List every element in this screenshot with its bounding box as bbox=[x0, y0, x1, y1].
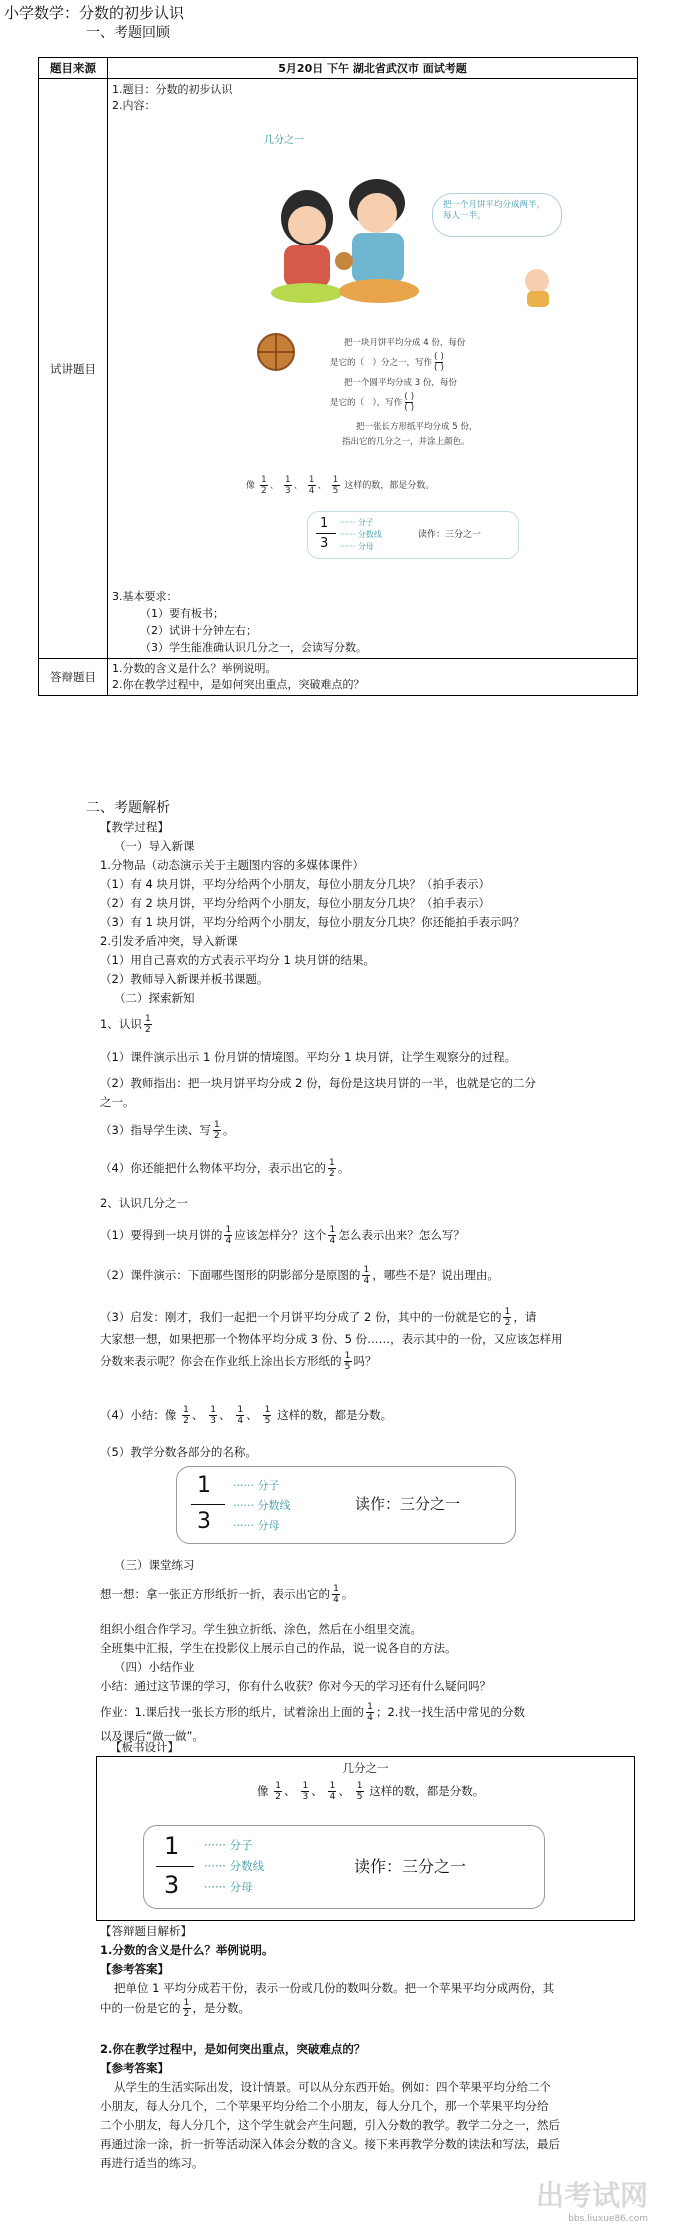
da-a2-5: 再进行适当的练习。 bbox=[100, 2156, 204, 2170]
tp-s2-1-line: 1、认识 $\frac{1}{2}$ bbox=[100, 1014, 151, 1035]
defense-analysis bbox=[100, 1922, 630, 2019]
section-heading-analysis: 二、考题解析 bbox=[86, 800, 170, 816]
page-title: 小学数学：分数的初步认识 bbox=[4, 4, 185, 22]
item-topic: 1.题目：分数的初步认识 bbox=[112, 83, 233, 96]
children-illustration bbox=[252, 163, 442, 313]
teaching-process bbox=[100, 818, 630, 1008]
da-q2: 2.你在教学过程中，是如何突出重点，突破难点的？ bbox=[100, 2042, 366, 2056]
req-title: 3.基本要求： bbox=[112, 590, 178, 603]
lecture-label: 试讲题目 bbox=[39, 79, 108, 659]
illus-name-box: 1 3 ······ 分子 ······ 分数线 ······ 分母 读作：三分之一 bbox=[307, 511, 519, 559]
req-3: （3）学生能准确认识几分之一，会读写分数。 bbox=[140, 641, 367, 654]
illus-line3a: 把一张长方形纸平均分成 5 份， bbox=[356, 422, 478, 432]
tp-s3-1: 想一想：拿一张正方形纸折一折，表示出它的 $\frac{1}{4}$ 。 bbox=[100, 1584, 354, 1605]
tp-s1-2: 2.引发矛盾冲突，导入新课 bbox=[100, 934, 238, 948]
tp-s1-2a: （1）用自己喜欢的方式表示平均分 1 块月饼的结果。 bbox=[100, 953, 375, 967]
watermark: 出考试网 bbs.liuxue86.com bbox=[535, 2179, 648, 2224]
tp-s2-1c: （3）指导学生读、写 $\frac{1}{2}$ 。 bbox=[100, 1120, 235, 1141]
da-ref2: 【参考答案】 bbox=[100, 2061, 169, 2075]
fraction-parts-diagram: 1 3 ······ 分子 ······ 分数线 ······ 分母 读作：三分之一 bbox=[176, 1466, 516, 1544]
tp-s2-1d: （4）你还能把什么物体平均分，表示出它的 $\frac{1}{2}$ 。 bbox=[100, 1158, 350, 1179]
tp-s2-2c: （3）启发：刚才，我们一起把一个月饼平均分成了 2 份，其中的一份就是它的 $\frac{1}{2}$ ，请 大家想一想，如果把那一个物体平均分成 3 份、5 份……，表示其中的一份，又应该怎样用 分数来表示呢？你会在作业纸上涂出长方形纸的 $\frac{1}{5}$ 吗？ bbox=[100, 1307, 563, 1372]
tp-s1-1b: （2）有 2 块月饼，平均分给两个小朋友，每位小朋友分几块？（拍手表示） bbox=[100, 896, 490, 910]
tp-s3-rest: 组织小组合作学习。学生独立折纸、涂色，然后在小组里交流。 全班集中汇报，学生在投影仪上展示自己的作品，说一说各自的方法。 （四）小结作业 小结：通过这节课的学习，你有什么收获？你对今天的学习还有什么疑问吗？ bbox=[100, 1622, 491, 1693]
tp-s1-1c: （3）有 1 块月饼，平均分给两个小朋友，每位小朋友分几块？你还能拍手表示吗？ bbox=[100, 915, 525, 929]
defense-q2: 2.你在教学过程中，是如何突出重点，突破难点的？ bbox=[112, 678, 365, 691]
tp-s2-1b: （2）教师指出：把一块月饼平均分成 2 份，每份是这块月饼的一半，也就是它的二分 之一。 bbox=[100, 1076, 536, 1109]
da-title: 【答辩题目解析】 bbox=[100, 1924, 192, 1938]
illus-line2b: 是它的（ ），写作 $\frac{( )}{( )}$ bbox=[330, 392, 415, 413]
da-ref1: 【参考答案】 bbox=[100, 1962, 169, 1976]
da-a2-2: 小朋友，每人分几个，二个苹果平均分给二个小朋友，每人分几个，那一个苹果平均分给 bbox=[100, 2099, 549, 2113]
illus-line1b: 是它的（ ）分之一，写作 $\frac{( )}{( )}$ bbox=[330, 352, 444, 373]
da-a2-3: 二个小朋友，每人分几个，这个学生就会产生问题，引入分数的教学。教学二分之一，然后 bbox=[100, 2118, 560, 2132]
small-child-icon bbox=[517, 261, 567, 311]
tp-s1: （一）导入新课 bbox=[114, 839, 195, 853]
exam-info-table bbox=[38, 57, 638, 696]
source-label: 题目来源 bbox=[39, 58, 108, 79]
tp-s1-1: 1.分物品（动态演示关于主题图内容的多媒体课件） bbox=[100, 858, 364, 872]
defense-q1: 1.分数的含义是什么？举例说明。 bbox=[112, 662, 277, 675]
da-a2-1: 从学生的生活实际出发，设计情景。可以从分东西开始。例如：四个苹果平均分给二个 bbox=[114, 2080, 551, 2094]
textbook-illustration bbox=[112, 113, 633, 588]
tp-s2-2b: （2）课件演示：下面哪些图形的阴影部分是原图的 $\frac{1}{4}$ ，哪些不是？说出理由。 bbox=[100, 1265, 499, 1286]
board-heading: 几分之一 bbox=[342, 1761, 389, 1775]
da-a1b: 中的一份是它的 $\frac{1}{2}$ ，是分数。 bbox=[100, 1998, 250, 2019]
mooncake-icon bbox=[255, 331, 297, 373]
tp-s2-1a: （1）课件演示出示 1 份月饼的情境图。平均分 1 块月饼，让学生观察分的过程。 bbox=[100, 1050, 517, 1064]
da-a2-4: 再通过涂一涂，折一折等活动深入体会分数的含义。接下来再教学分数的读法和写法，最后 bbox=[100, 2137, 560, 2151]
item-content: 2.内容： bbox=[112, 99, 156, 112]
tp-title: 【教学过程】 bbox=[100, 820, 169, 834]
req-2: （2）试讲十分钟左右； bbox=[140, 624, 257, 637]
illus-line3b: 指出它的几分之一，并涂上颜色。 bbox=[342, 437, 470, 447]
tp-s2: （二）探索新知 bbox=[114, 991, 195, 1005]
req-1: （1）要有板书； bbox=[140, 607, 224, 620]
tp-s1-1a: （1）有 4 块月饼，平均分给两个小朋友，每位小朋友分几块？（拍手表示） bbox=[100, 877, 490, 891]
board-design bbox=[96, 1756, 635, 1921]
tp-s2-2: 2、认识几分之一 bbox=[100, 1196, 188, 1210]
tp-s2-2a: （1）要得到一块月饼的 $\frac{1}{4}$ 应该怎样分？这个 $\frac{1}{4}$ 怎么表示出来？怎么写？ bbox=[100, 1225, 465, 1246]
board-design-title: 【板书设计】 bbox=[110, 1740, 179, 1754]
tp-s4-homework: 作业：1.课后找一张长方形的纸片，试着涂出上面的 $\frac{1}{4}$ ；2.找一找生活中常见的分数 以及课后“做一做”。 bbox=[100, 1702, 525, 1743]
tp-s1-2b: （2）教师导入新课并板书课题。 bbox=[100, 972, 269, 986]
da-q1: 1.分数的含义是什么？举例说明。 bbox=[100, 1943, 274, 1957]
tp-s2-2e: （5）教学分数各部分的名称。 bbox=[100, 1445, 257, 1459]
defense-analysis-q2 bbox=[100, 2040, 630, 2173]
board-like-fractions: 像 $\frac{1}{2}$ 、 $\frac{1}{3}$ 、 $\frac{1}{4}$ 、 $\frac{1}{5}$ 这样的数，都是分数。 bbox=[257, 1781, 485, 1802]
illus-heading: 几分之一 bbox=[264, 135, 304, 146]
board-fraction-parts: 1 3 ······ 分子 ······ 分数线 ······ 分母 读作：三分之一 bbox=[143, 1825, 545, 1909]
da-a1a: 把单位 1 平均分成若干份，表示一份或几份的数叫分数。把一个苹果平均分成两份，其 bbox=[114, 1981, 555, 1995]
illus-line1a: 把一块月饼平均分成 4 份，每份 bbox=[344, 338, 466, 348]
tp-s3: （三）课堂练习 bbox=[114, 1558, 195, 1572]
lecture-content bbox=[108, 79, 638, 659]
defense-label: 答辩题目 bbox=[39, 659, 108, 696]
tp-s2-2d: （4）小结：像 $\frac{1}{2}$ 、 $\frac{1}{3}$ 、 $\frac{1}{4}$ 、 $\frac{1}{5}$ 这样的数，都是分数。 bbox=[100, 1405, 393, 1426]
illus-like-fractions: 像 $\frac{1}{2}$ 、 $\frac{1}{3}$ 、 $\frac{1}{4}$ 、 $\frac{1}{5}$ 这样的数，都是分数。 bbox=[246, 475, 435, 496]
section-heading-review: 一、考题回顾 bbox=[86, 25, 170, 41]
illus-line2a: 把一个圆平均分成 3 份，每份 bbox=[344, 378, 457, 388]
source-value: 5月20日 下午 湖北省武汉市 面试考题 bbox=[108, 58, 638, 79]
speech-bubble: 把一个月饼平均分成两半，每人一半。 bbox=[432, 193, 562, 237]
